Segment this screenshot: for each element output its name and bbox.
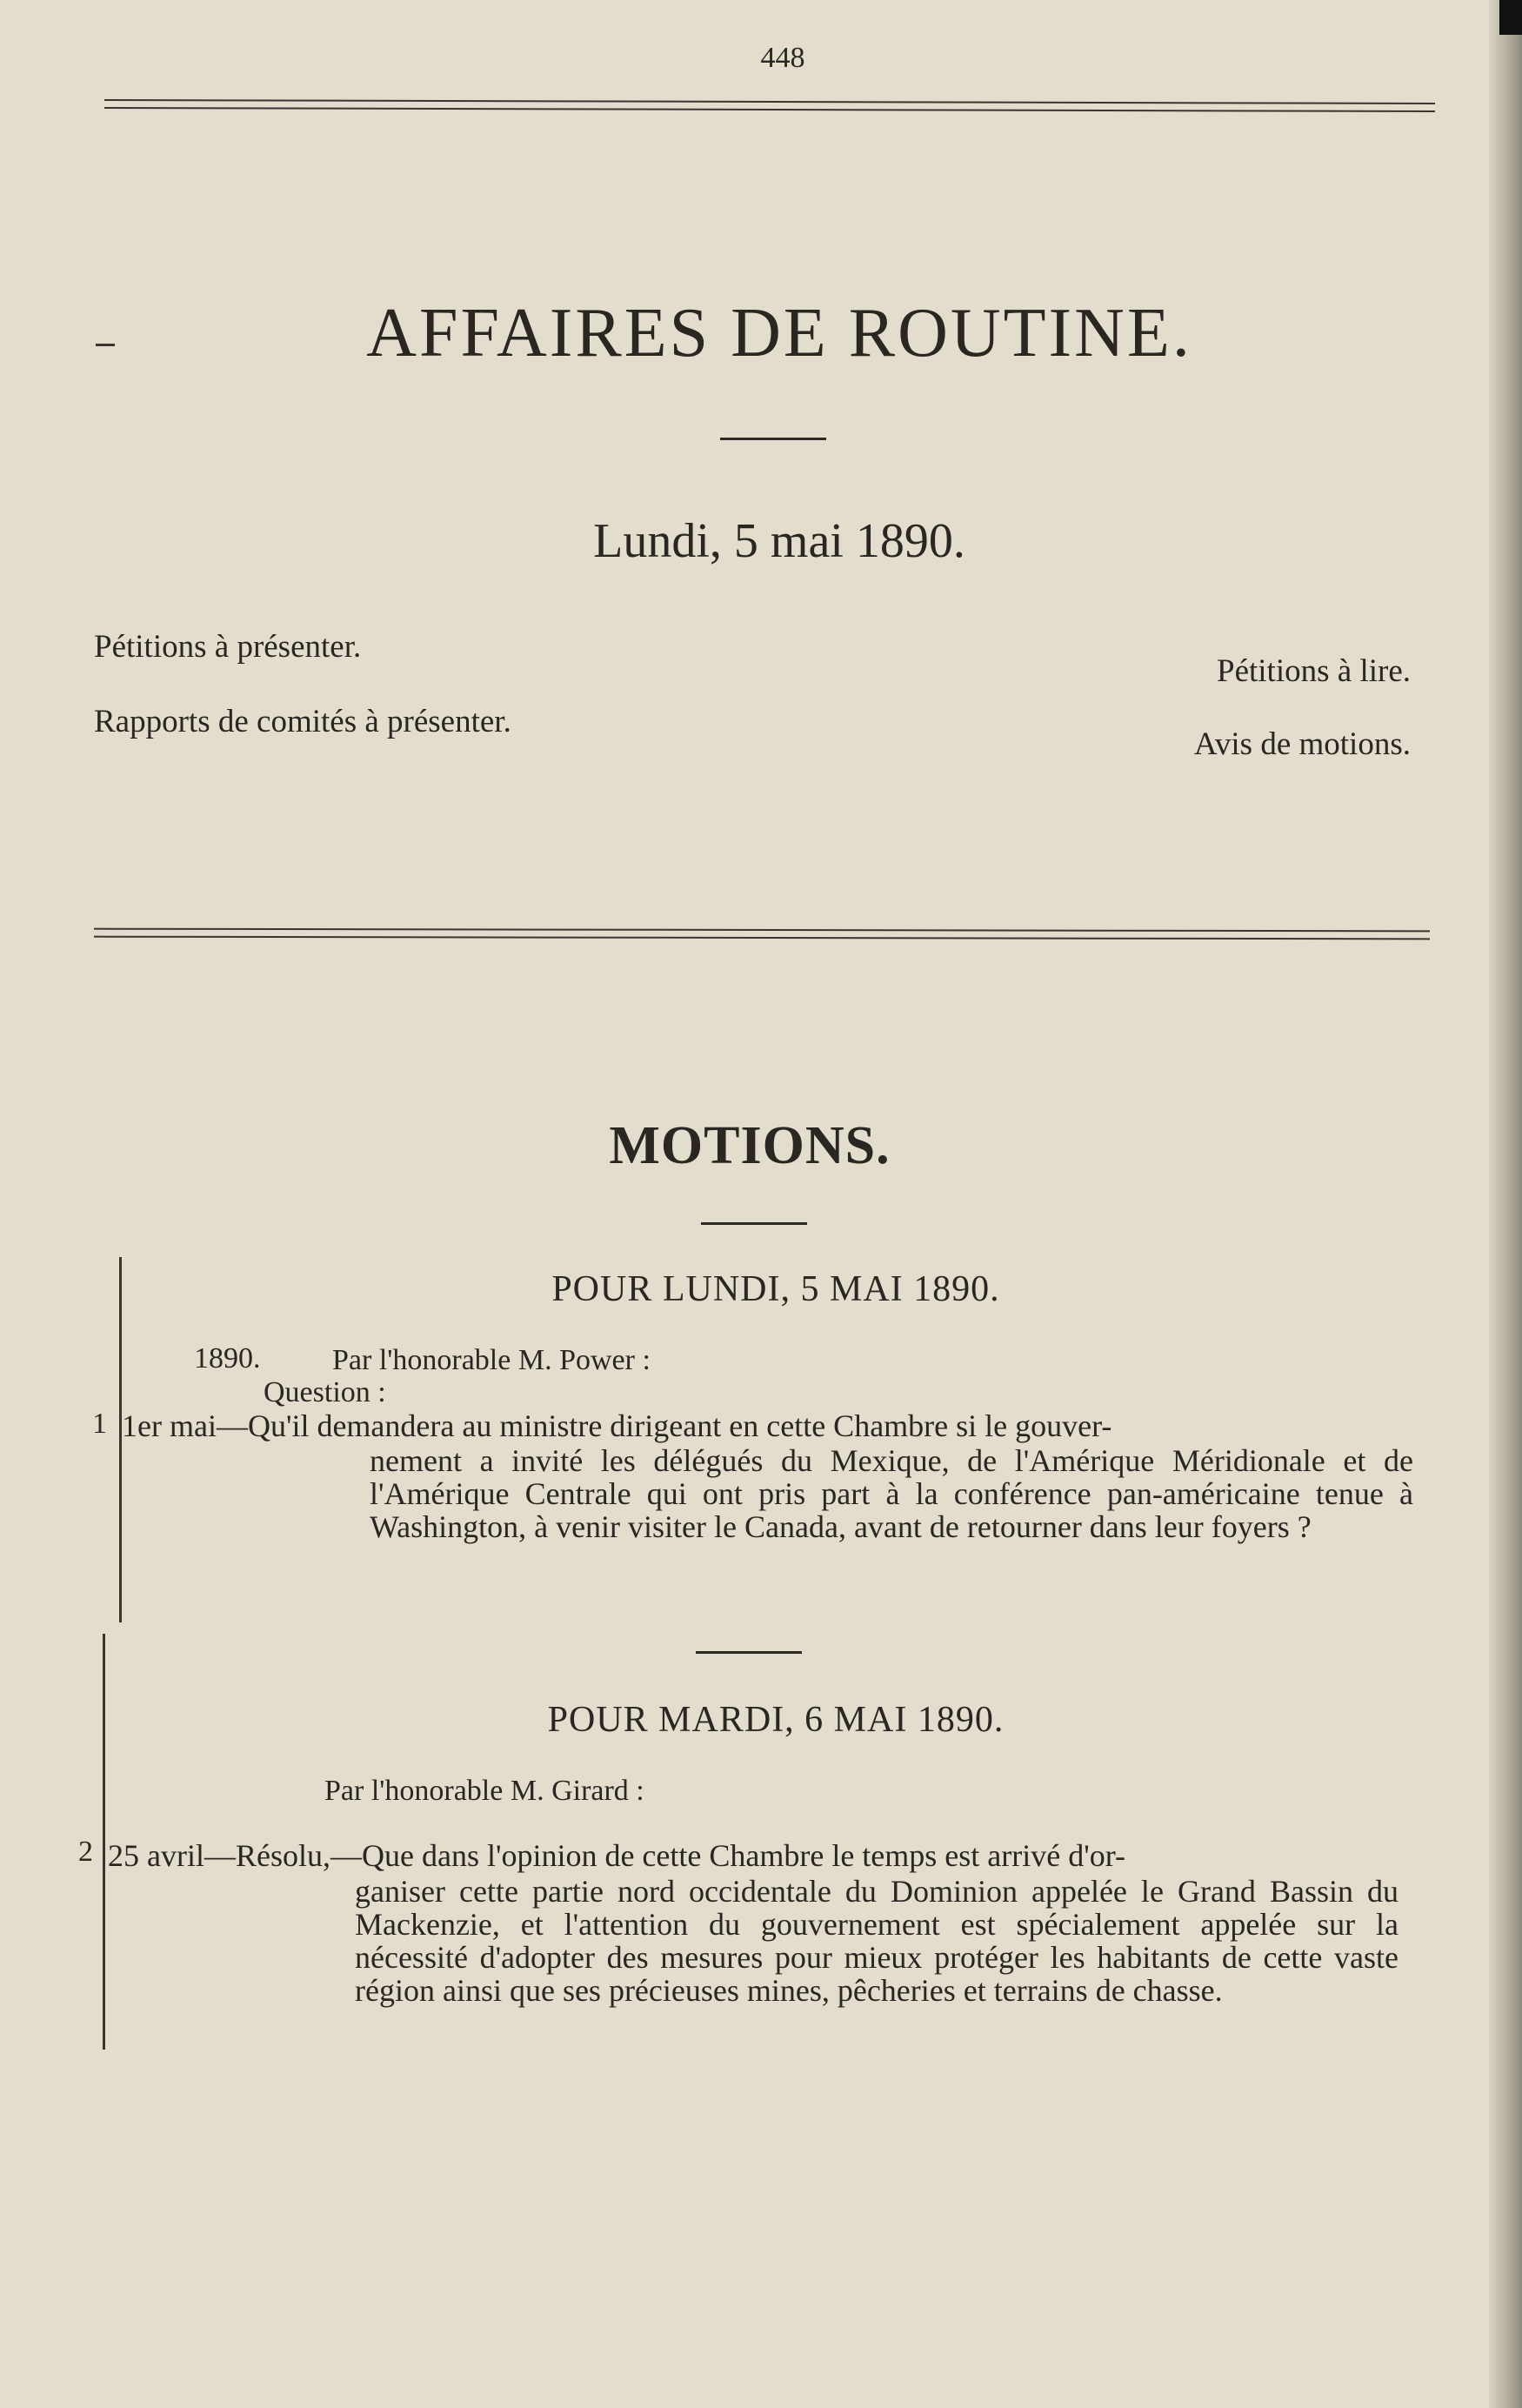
section-2-continuation: ganiser cette partie nord occidentale du Dominion appelée le Grand Bassin du Mackenzie, et l'attention du gouvernement est spécialement appelée sur la nécessité d'adopter des mesures pour mieux protéger les habitants de cette vaste région ainsi que ses précieuses mines, pêcheries et terrains de chasse. bbox=[355, 1874, 1399, 2008]
section-2-mover: Par l'honorable M. Girard : bbox=[324, 1775, 644, 1807]
title-underline bbox=[720, 438, 826, 440]
corner-mark bbox=[1499, 0, 1522, 35]
motions-title: MOTIONS. bbox=[609, 1116, 891, 1175]
section-1-heading: POUR LUNDI, 5 MAI 1890. bbox=[551, 1269, 1000, 1309]
routine-title: AFFAIRES DE ROUTINE. bbox=[366, 295, 1192, 371]
section-1-first-text: —Qu'il demandera au ministre dirigeant en cette Chambre si le gouver- bbox=[216, 1408, 1112, 1443]
routine-item-petitions-read: Pétitions à lire. bbox=[1217, 653, 1411, 689]
middle-double-rule bbox=[94, 928, 1430, 940]
section-2-first-text: —Résolu,—Que dans l'opinion de cette Chambre le temps est arrivé d'or- bbox=[204, 1838, 1125, 1873]
section-2-first-line bbox=[108, 1837, 1421, 1874]
session-date: Lundi, 5 mai 1890. bbox=[593, 514, 965, 568]
section-1-year: 1890. bbox=[194, 1342, 261, 1375]
section-1-first-line bbox=[122, 1408, 1418, 1444]
motions-underline bbox=[701, 1222, 807, 1225]
routine-item-petitions-present: Pétitions à présenter. bbox=[94, 629, 362, 665]
routine-item-committee-reports: Rapports de comités à présenter. bbox=[94, 704, 511, 739]
section-2-heading: POUR MARDI, 6 MAI 1890. bbox=[547, 1700, 1005, 1740]
section-1-mover: Par l'honorable M. Power : bbox=[332, 1344, 651, 1376]
section-1-date: 1er mai bbox=[122, 1408, 217, 1443]
section-divider bbox=[696, 1651, 802, 1654]
page-edge-shadow bbox=[1489, 0, 1522, 2408]
section-2-margin-line bbox=[103, 1634, 105, 2050]
section-1-type: Question : bbox=[264, 1376, 386, 1408]
page-number: 448 bbox=[760, 42, 805, 74]
section-1-number: 1 bbox=[92, 1408, 107, 1440]
section-2-number: 2 bbox=[78, 1836, 93, 1868]
section-2-date: 25 avril bbox=[108, 1838, 204, 1873]
routine-item-notices-of-motion: Avis de motions. bbox=[1193, 726, 1411, 762]
top-double-rule bbox=[104, 99, 1435, 112]
section-1-continuation: nement a invité les délégués du Mexique, de l'Amérique Méridionale et de l'Amérique Centrale qui ont pris part à la conférence pan-américaine tenue à Washington, à venir visiter le Canada, avant de retourner dans leur foyers ? bbox=[370, 1443, 1413, 1544]
